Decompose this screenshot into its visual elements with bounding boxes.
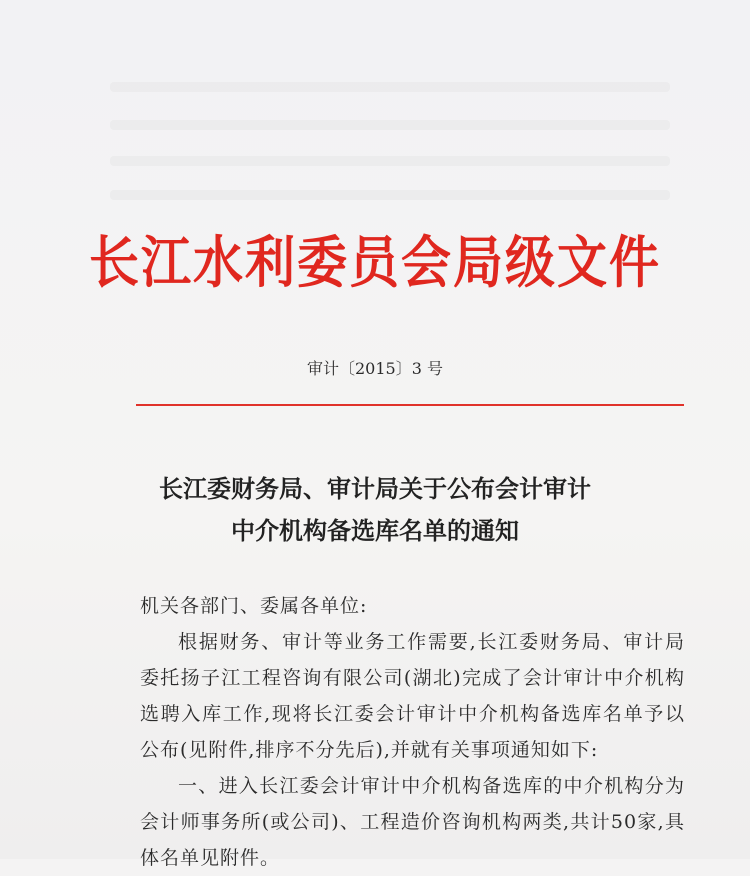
notice-body xyxy=(140,588,685,876)
notice-subject xyxy=(0,468,750,552)
red-divider-line xyxy=(136,404,684,406)
bleed-through-line xyxy=(110,120,670,130)
document-header-title: 长江水利委员会局级文件 xyxy=(89,230,661,296)
subject-line-1: 长江委财务局、审计局关于公布会计审计 xyxy=(159,475,591,503)
paragraph-2: 一、进入长江委会计审计中介机构备选库的中介机构分为会计师事务所(或公司)、工程造价咨询机构两类,共计50家,具体名单见附件。 xyxy=(140,775,685,869)
paragraph-1: 根据财务、审计等业务工作需要,长江委财务局、审计局委托扬子江工程咨询有限公司(湖北)完成了会计审计中介机构选聘入库工作,现将长江委会计审计中介机构备选库名单予以公布(见附件,排序不分先后),并就有关事项通知如下: xyxy=(140,631,685,761)
bleed-through-line xyxy=(110,190,670,200)
salutation: 机关各部门、委属各单位: xyxy=(140,595,368,617)
subject-line-2: 中介机构备选库名单的通知 xyxy=(231,517,519,545)
document-number: 审计〔2015〕3 号 xyxy=(307,359,443,378)
bleed-through-line xyxy=(110,82,670,92)
bleed-through-line xyxy=(110,156,670,166)
